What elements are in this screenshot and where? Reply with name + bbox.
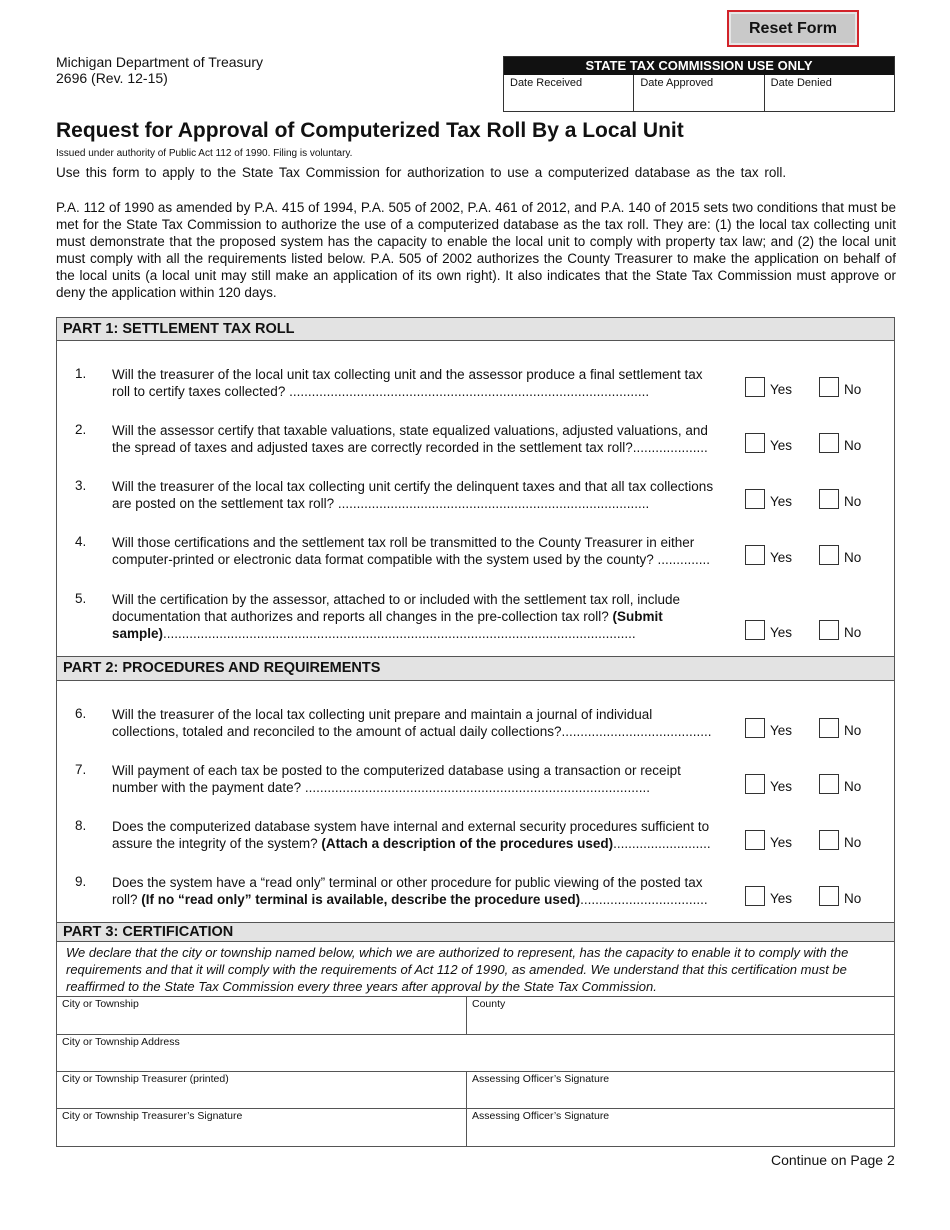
no-checkbox[interactable]: [819, 545, 839, 565]
question-number: 4.: [75, 534, 87, 549]
date-denied-field: Date Denied: [770, 77, 832, 89]
field-label: Assessing Officer’s Signature: [472, 1073, 610, 1085]
question-number: 5.: [75, 591, 87, 606]
yes-label: Yes: [770, 625, 793, 640]
question-text: [112, 366, 734, 400]
question-number: 8.: [75, 818, 87, 833]
assessor-signature-field[interactable]: [466, 1071, 895, 1109]
no-label: No: [844, 382, 862, 397]
question-line1: Will the certification by the assessor, attached to or included with the settlement tax roll, include: [112, 592, 681, 607]
question-bold: (Attach a description of the procedures used): [321, 836, 614, 851]
question-line1: Will those certifications and the settlement tax roll be transmitted to the County Treasurer in either: [112, 535, 695, 550]
intro-paragraph: P.A. 112 of 1990 as amended by P.A. 415 of 1994, P.A. 505 of 2002, P.A. 461 of 2012, and P.A. 140 of 2015 sets two conditions that must be met for the State Tax Commission to authorize the use of a computerized database as the tax roll. They are: (1) the local tax collecting unit must demonstrate that the proposed system has the capacity to enable the local unit to comply with property tax law; and (2) the local unit must comply with all the requirements listed below. P.A. 505 of 2002 authorizes the County Treasurer to make the application on behalf of the local units (a local unit may still make an application of its own right). It also indicates that the State Tax Commission must approve or deny the application within 120 days.: [56, 200, 896, 300]
leader-dots: ...................................................................................: [337, 496, 650, 511]
question-line1: Will payment of each tax be posted to the computerized database using a transaction or receipt: [112, 763, 681, 778]
question-text: [112, 422, 734, 456]
question-line1: Will the assessor certify that taxable valuations, state equalized valuations, adjusted valuations, and: [112, 423, 708, 438]
no-checkbox[interactable]: [819, 886, 839, 906]
stc-box-title: STATE TAX COMMISSION USE ONLY: [504, 57, 894, 75]
city-township-field[interactable]: [56, 996, 467, 1035]
yes-label: Yes: [770, 835, 793, 850]
treasurer-printed-field[interactable]: [56, 1071, 467, 1109]
yes-label: Yes: [770, 891, 793, 906]
question-text: [112, 534, 734, 568]
address-field[interactable]: [56, 1034, 895, 1072]
question-line2: collections, totaled and reconciled to the amount of actual daily collections?: [112, 724, 562, 739]
leader-dots: ..........................: [613, 836, 711, 851]
yes-checkbox[interactable]: [745, 620, 765, 640]
no-label: No: [844, 550, 862, 565]
question-number: 6.: [75, 706, 87, 721]
question-line1: Does the computerized database system have internal and external security procedures sufficient to: [112, 819, 710, 834]
leader-dots: ........................................: [561, 724, 712, 739]
date-received-field: Date Received: [504, 75, 634, 111]
yes-checkbox[interactable]: [745, 718, 765, 738]
no-checkbox[interactable]: [819, 830, 839, 850]
form-number: 2696 (Rev. 12-15): [56, 70, 168, 86]
no-label: No: [844, 779, 862, 794]
part3-heading: PART 3: CERTIFICATION: [57, 923, 894, 942]
question-line1: Does the system have a “read only” terminal or other procedure for public viewing of the posted tax: [112, 875, 703, 890]
question-line2: assure the integrity of the system?: [112, 836, 322, 851]
part2-heading: PART 2: PROCEDURES AND REQUIREMENTS: [57, 657, 894, 681]
no-label: No: [844, 723, 862, 738]
leader-dots: ..............: [653, 552, 711, 567]
question-line1: Will the treasurer of the local tax collecting unit prepare and maintain a journal of individual: [112, 707, 653, 722]
yes-label: Yes: [770, 438, 793, 453]
stc-use-only-box: [503, 56, 895, 112]
field-label: Assessing Officer’s Signature: [472, 1110, 610, 1122]
no-checkbox[interactable]: [819, 489, 839, 509]
question-text: [112, 874, 734, 908]
yes-checkbox[interactable]: [745, 433, 765, 453]
certification-text: We declare that the city or township named below, which we are authorized to represent, has the capacity to enable it to comply with the requirements and that it will comply with the requirements of Act 112 of 1990, as amended. We understand that this certification must be reaffirmed to the State Tax Commission every three years after approval by the State Tax Commission.: [66, 945, 849, 994]
leader-dots: ..................................: [580, 892, 708, 907]
question-bold: (Submit: [612, 609, 663, 624]
leader-dots: ................................................................................................: [289, 384, 650, 399]
no-label: No: [844, 494, 862, 509]
question-line2: documentation that authorizes and reports all changes in the pre-collection tax roll?: [112, 609, 613, 624]
no-checkbox[interactable]: [819, 433, 839, 453]
yes-label: Yes: [770, 382, 793, 397]
yes-checkbox[interactable]: [745, 377, 765, 397]
yes-label: Yes: [770, 779, 793, 794]
yes-checkbox[interactable]: [745, 545, 765, 565]
no-label: No: [844, 625, 862, 640]
question-line2: number with the payment date?: [112, 780, 305, 795]
question-line3: sample): [112, 626, 164, 641]
date-approved-field: Date Approved: [634, 75, 764, 111]
leader-dots: ............................................................................................: [304, 780, 650, 795]
question-text: [112, 591, 734, 642]
yes-checkbox[interactable]: [745, 886, 765, 906]
yes-checkbox[interactable]: [745, 489, 765, 509]
page-title: Request for Approval of Computerized Tax Roll By a Local Unit: [56, 119, 684, 142]
question-line2: roll?: [112, 892, 142, 907]
no-checkbox[interactable]: [819, 774, 839, 794]
yes-label: Yes: [770, 723, 793, 738]
no-checkbox[interactable]: [819, 718, 839, 738]
treasurer-signature-field[interactable]: [56, 1108, 467, 1147]
question-line2: computer-printed or electronic data format compatible with the system used by the county?: [112, 552, 654, 567]
assessor-signature-field-2[interactable]: [466, 1108, 895, 1147]
question-number: 3.: [75, 478, 87, 493]
question-text: [112, 706, 734, 740]
yes-checkbox[interactable]: [745, 774, 765, 794]
agency-name: Michigan Department of Treasury: [56, 54, 263, 70]
county-field[interactable]: [466, 996, 895, 1035]
agency-block: [56, 54, 263, 86]
continue-note: Continue on Page 2: [771, 1152, 895, 1168]
part1-heading: PART 1: SETTLEMENT TAX ROLL: [57, 318, 894, 341]
leader-dots: ..............................................................................................................................: [163, 626, 636, 641]
question-number: 1.: [75, 366, 87, 381]
yes-label: Yes: [770, 550, 793, 565]
reset-form-button[interactable]: Reset Form: [727, 10, 859, 47]
issued-authority: Issued under authority of Public Act 112 of 1990. Filing is voluntary.: [56, 148, 353, 159]
question-text: [112, 818, 734, 852]
question-line2: roll to certify taxes collected?: [112, 384, 290, 399]
no-label: No: [844, 438, 862, 453]
instructions: Use this form to apply to the State Tax Commission for authorization to use a computerized database as the tax roll.: [56, 165, 787, 180]
no-checkbox[interactable]: [819, 377, 839, 397]
question-line2: the spread of taxes and adjusted taxes are correctly recorded in the settlement tax roll?: [112, 440, 633, 455]
leader-dots: ....................: [632, 440, 708, 455]
field-label: City or Township Treasurer (printed): [62, 1073, 229, 1085]
field-label: City or Township Treasurer’s Signature: [62, 1110, 243, 1122]
question-number: 2.: [75, 422, 87, 437]
question-text: [112, 478, 734, 512]
field-label: City or Township Address: [62, 1036, 180, 1048]
no-label: No: [844, 835, 862, 850]
field-label: County: [472, 998, 506, 1010]
yes-checkbox[interactable]: [745, 830, 765, 850]
question-line1: Will the treasurer of the local tax collecting unit certify the delinquent taxes and that all tax collections: [112, 479, 714, 494]
no-label: No: [844, 891, 862, 906]
no-checkbox[interactable]: [819, 620, 839, 640]
yes-label: Yes: [770, 494, 793, 509]
question-bold: (If no “read only” terminal is available, describe the procedure used): [141, 892, 581, 907]
question-line2: are posted on the settlement tax roll?: [112, 496, 338, 511]
question-line1: Will the treasurer of the local unit tax collecting unit and the assessor produce a final settlement tax: [112, 367, 703, 382]
field-label: City or Township: [62, 998, 139, 1010]
question-number: 9.: [75, 874, 87, 889]
question-number: 7.: [75, 762, 87, 777]
question-text: [112, 762, 734, 796]
